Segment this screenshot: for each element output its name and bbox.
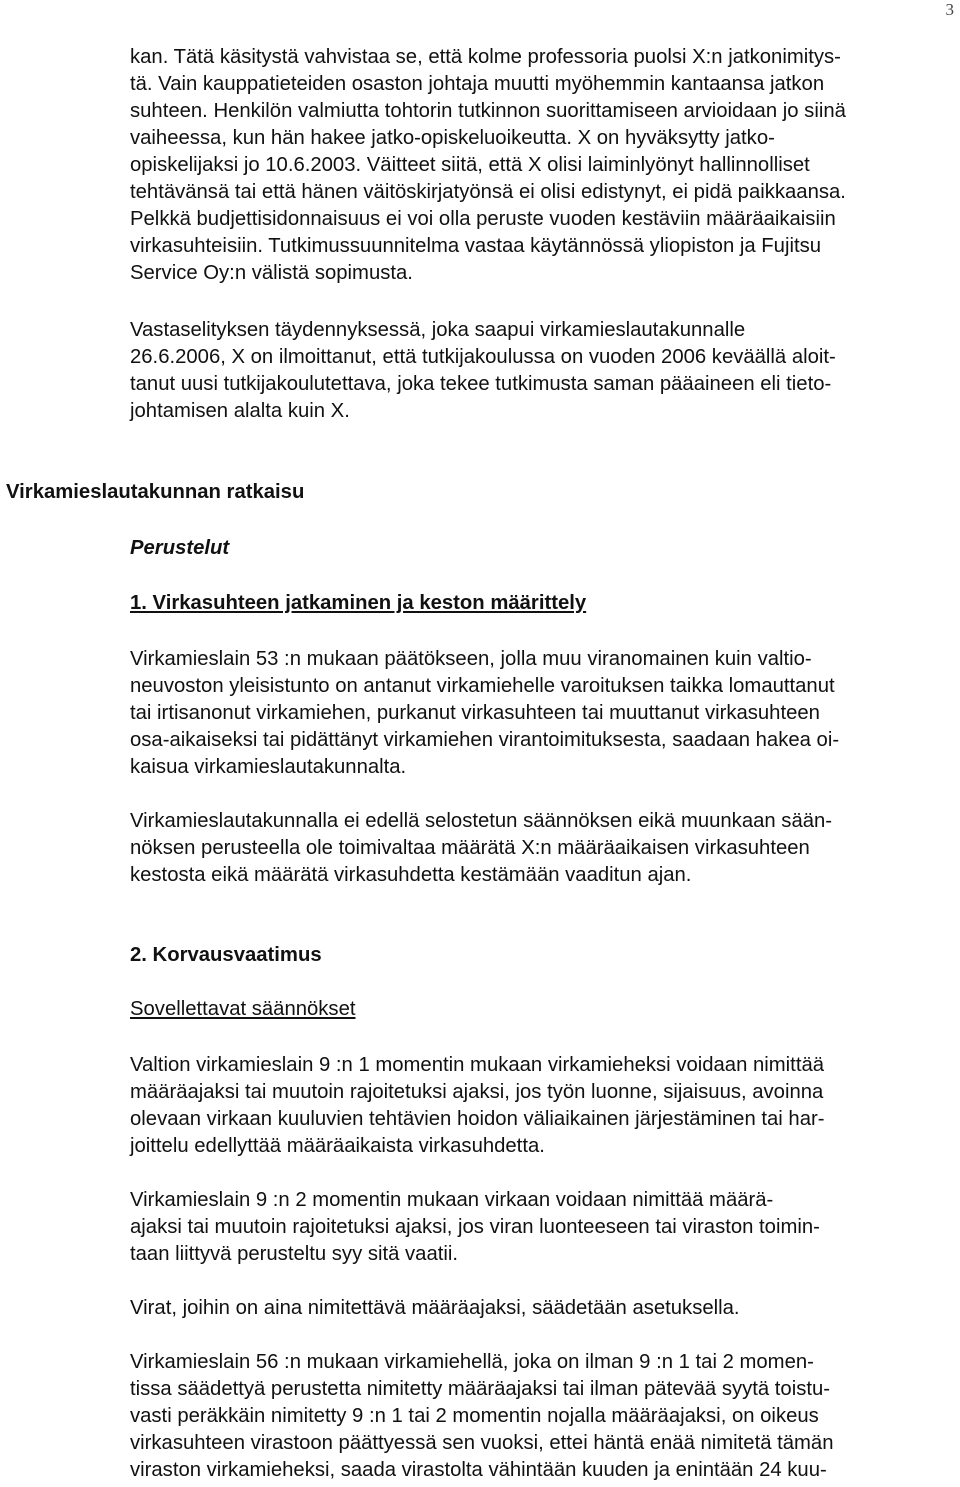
text-line: tissa säädettyä perustetta nimitetty määräajaksi tai ilman pätevää syytä toistu- xyxy=(130,1378,831,1400)
text-line: Virat, joihin on aina nimitettävä määräajaksi, säädetään asetuksella. xyxy=(130,1297,740,1319)
text-line: tai irtisanonut virkamiehen, purkanut virkasuhteen tai muuttanut virkasuhteen xyxy=(130,702,820,724)
text-line: joittelu edellyttää määräaikaista virkasuhdetta. xyxy=(130,1135,545,1157)
text-line: virkasuhteen virastoon päättyessä sen vuoksi, ettei häntä enää nimitetä tämän xyxy=(130,1432,834,1454)
text-line: opiskelijaksi jo 10.6.2003. Väitteet siitä, että X olisi laiminlyönyt hallinnolliset xyxy=(130,154,810,176)
text-line: Valtion virkamieslain 9 :n 1 momentin mukaan virkamieheksi voidaan nimittää xyxy=(130,1054,825,1076)
text-line: vasti peräkkäin nimitetty 9 :n 1 tai 2 momentin nojalla määräajaksi, on oikeus xyxy=(130,1405,819,1427)
text-line: Virkamieslain 53 :n mukaan päätökseen, jolla muu viranomainen kuin valtio- xyxy=(130,648,812,670)
text-line: Virkamieslain 56 :n mukaan virkamiehellä, joka on ilman 9 :n 1 tai 2 momen- xyxy=(130,1351,814,1373)
page-number: 3 xyxy=(945,0,954,19)
text-line: Service Oy:n välistä sopimusta. xyxy=(130,262,413,284)
text-line: Pelkkä budjettisidonnaisuus ei voi olla peruste vuoden kestäviin määräaikaisiin xyxy=(130,208,836,230)
text-line: määräajaksi tai muutoin rajoitetuksi ajaksi, jos työn luonne, sijaisuus, avoinna xyxy=(130,1081,824,1103)
text-line: vaiheessa, kun hän hakee jatko-opiskeluoikeutta. X on hyväksytty jatko- xyxy=(130,127,775,149)
text-line: olevaan virkaan kuuluvien tehtävien hoidon väliaikainen järjestäminen tai har- xyxy=(130,1108,825,1130)
text-line: tä. Vain kauppatieteiden osaston johtaja muutti myöhemmin kantaansa jatkon xyxy=(130,73,825,95)
subheading-perustelut: Perustelut xyxy=(130,537,230,559)
text-line: ajaksi tai muutoin rajoitetuksi ajaksi, jos viran luonteeseen tai viraston toimin- xyxy=(130,1216,820,1238)
text-line: kestosta eikä määrätä virkasuhdetta kestämään vaaditun ajan. xyxy=(130,864,692,886)
text-line: 26.6.2006, X on ilmoittanut, että tutkijakoulussa on vuoden 2006 keväällä aloit- xyxy=(130,346,836,368)
text-line: nöksen perusteella ole toimivaltaa määrätä X:n määräaikaisen virkasuhteen xyxy=(130,837,810,859)
subheading-1: 1. Virkasuhteen jatkaminen ja keston määrittely xyxy=(130,592,587,614)
text-line: virkasuhteisiin. Tutkimussuunnitelma vastaa käytännössä yliopiston ja Fujitsu xyxy=(130,235,822,257)
text-line: viraston virkamieheksi, saada virastolta vähintään kuuden ja enintään 24 kuu- xyxy=(130,1459,827,1481)
text-line: kaisua virkamieslautakunnalta. xyxy=(130,756,407,778)
section-heading: Virkamieslautakunnan ratkaisu xyxy=(6,481,305,503)
text-line: johtamisen alalta kuin X. xyxy=(130,400,350,422)
text-line: neuvoston yleisistunto on antanut virkamiehelle varoituksen taikka lomauttanut xyxy=(130,675,835,697)
text-line: Virkamieslain 9 :n 2 momentin mukaan virkaan voidaan nimittää määrä- xyxy=(130,1189,774,1211)
text-line: suhteen. Henkilön valmiutta tohtorin tutkinnon suorittamiseen arvioidaan jo siinä xyxy=(130,100,846,122)
text-line: tehtävänsä tai että hänen väitöskirjatyönsä ei olisi edistynyt, ei pidä paikkaansa. xyxy=(130,181,846,203)
text-line: Virkamieslautakunnalla ei edellä selostetun säännöksen eikä muunkaan sään- xyxy=(130,810,833,832)
subheading-2: 2. Korvausvaatimus xyxy=(130,944,322,966)
text-line: tanut uusi tutkijakoulutettava, joka tekee tutkimusta saman pääaineen eli tieto- xyxy=(130,373,832,395)
text-line: Vastaselityksen täydennyksessä, joka saapui virkamieslautakunnalle xyxy=(130,319,746,341)
text-line: taan liittyvä perusteltu syy sitä vaatii. xyxy=(130,1243,459,1265)
subheading-sovellettavat: Sovellettavat säännökset xyxy=(130,998,356,1020)
text-line: osa-aikaiseksi tai pidättänyt virkamiehen virantoimituksesta, saadaan hakea oi- xyxy=(130,729,840,751)
text-line: kan. Tätä käsitystä vahvistaa se, että kolme professoria puolsi X:n jatkonimitys- xyxy=(130,46,841,68)
